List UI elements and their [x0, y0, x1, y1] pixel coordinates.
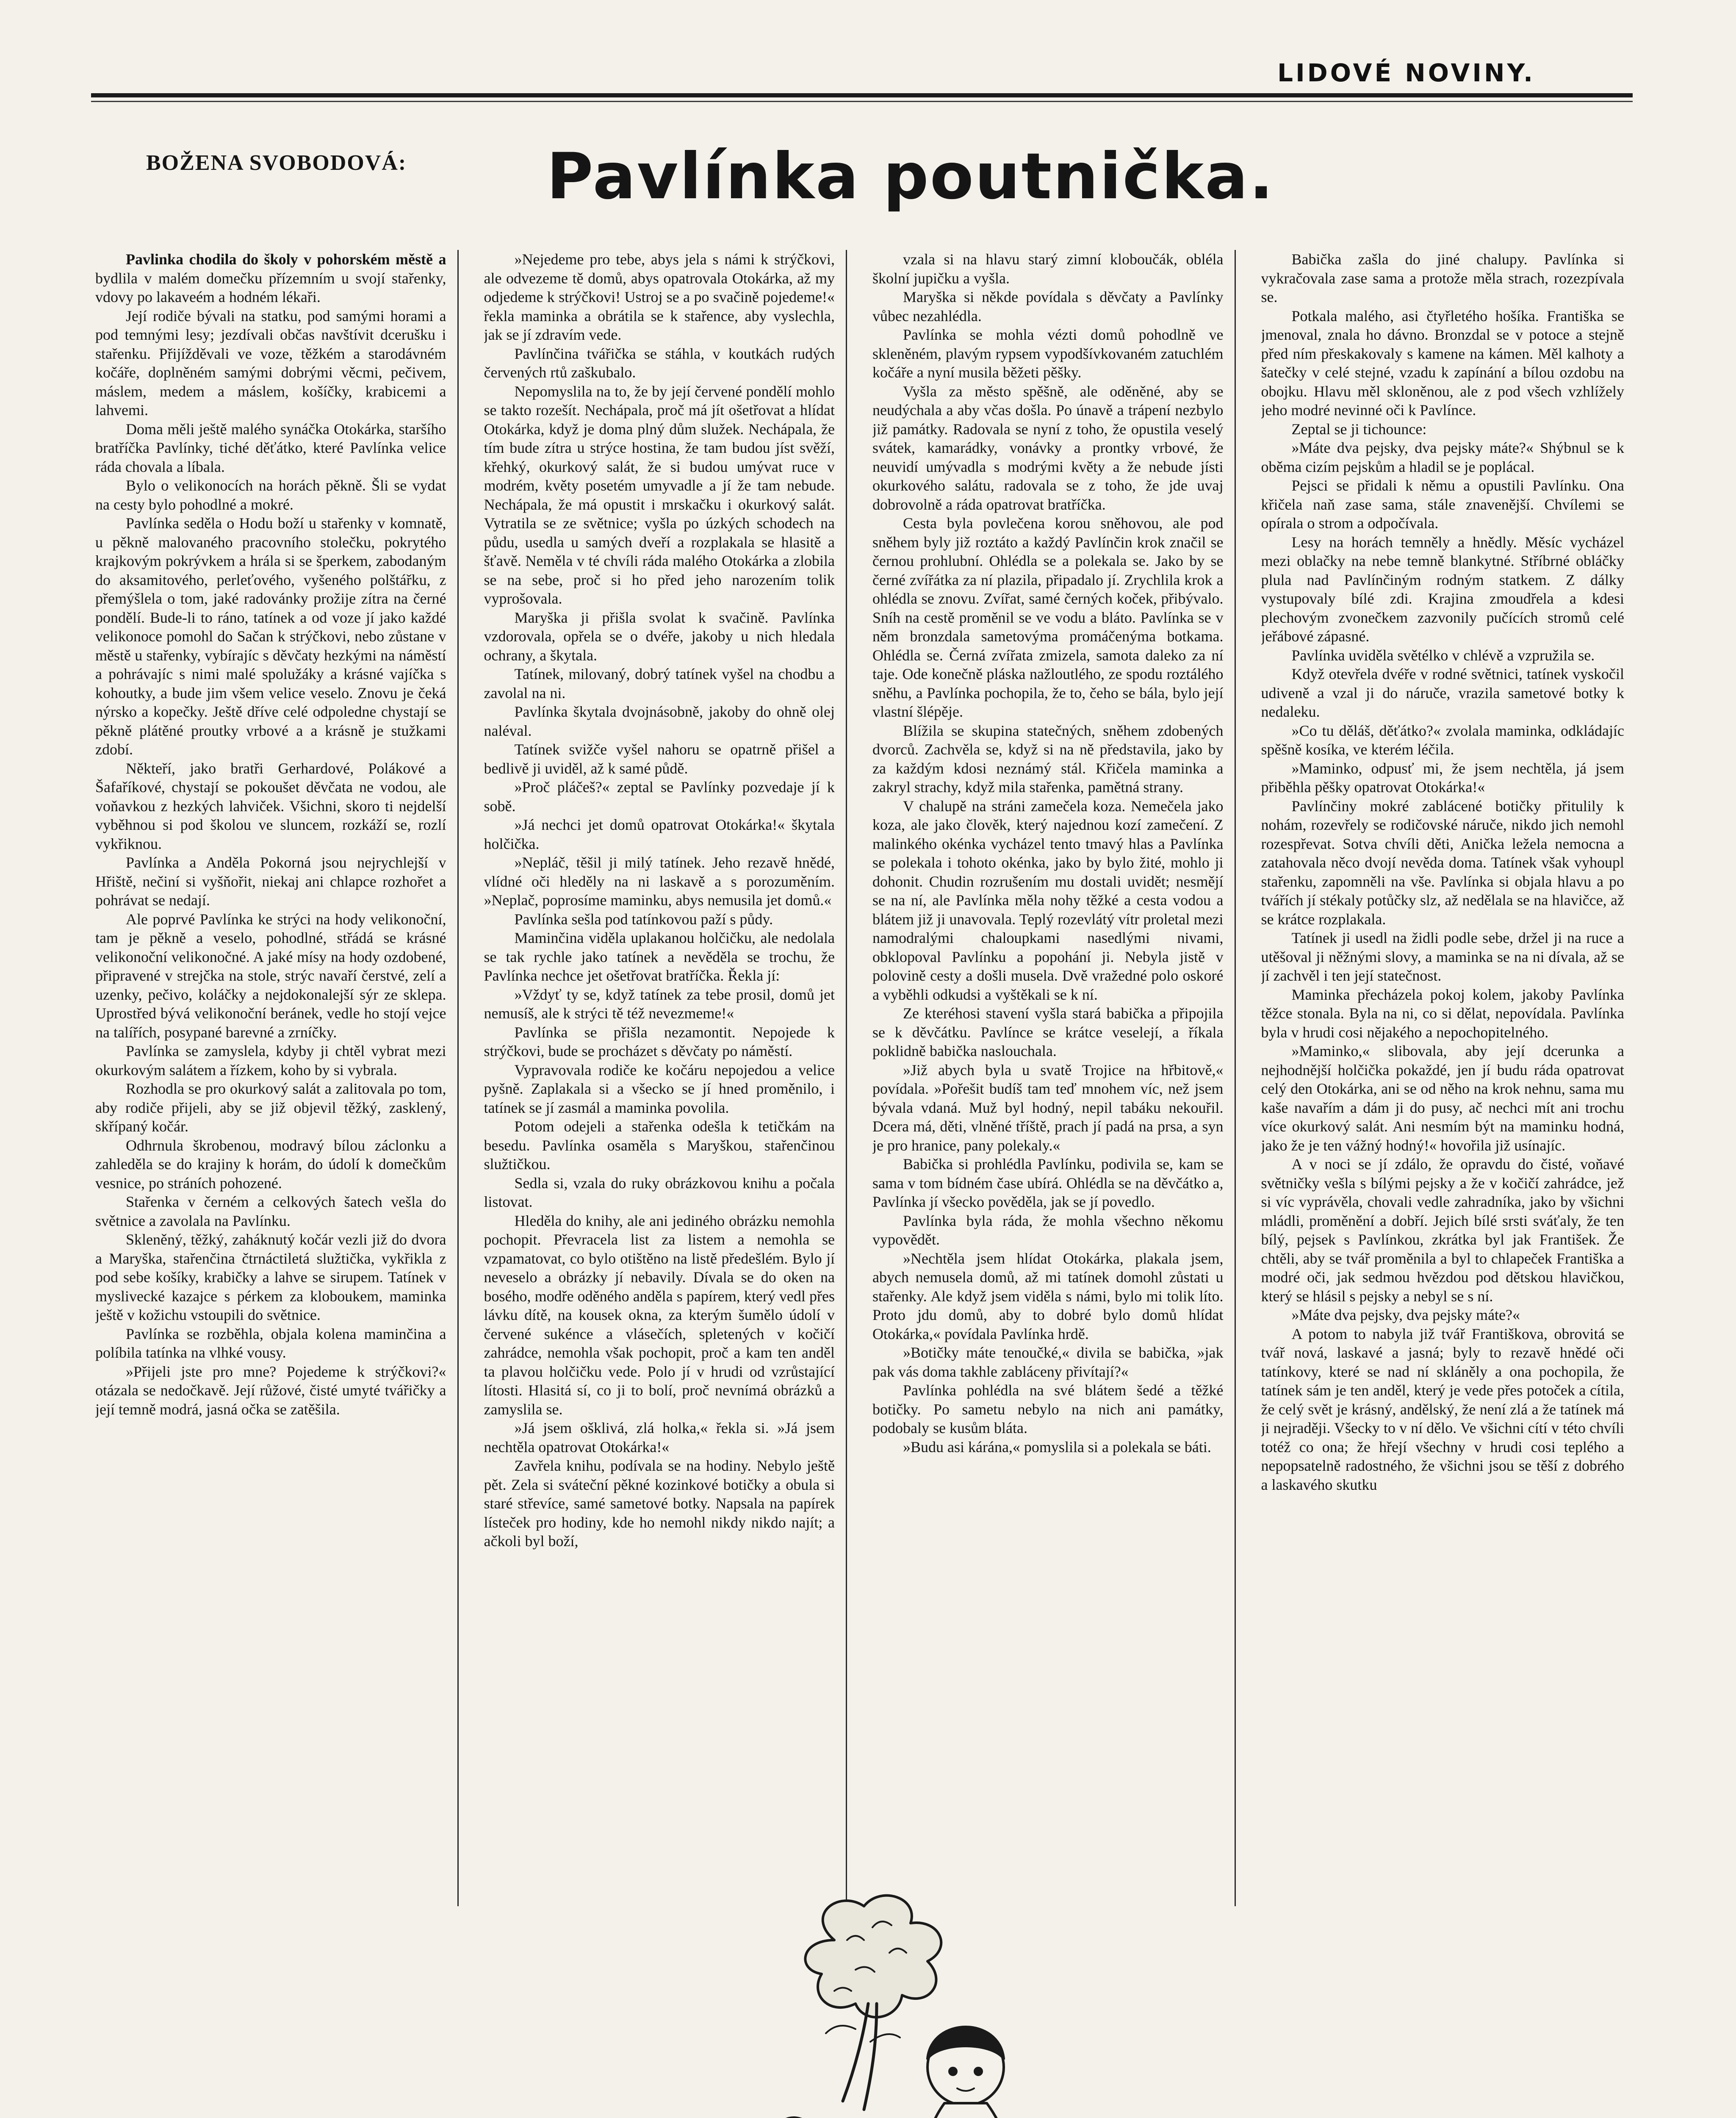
article-paragraph: Pavlínka uviděla světélko v chlévě a vzpružila se.: [1291, 646, 1595, 664]
article-paragraph: Maminka přecházela pokoj kolem, jakoby Pavlínka těžce stonala. Byla na ni, co si dělat, nepovídala. Pavlínka byla v hrudi cosi nějakého a nepochopitelného.: [1261, 986, 1624, 1041]
article-paragraph: V chalupě na stráni zamečela koza. Nemečela jako koza, ale jako člověk, který najednou kozí zamečení. Z malinkého okénka vycházel tento tmavý hlas a Pavlínka se polekala i tohoto okénka, jako by bylo žité, mohlo ji dohonit. Chudin rozrušením mu dostali uvidět; nesmějí se na ní, ale Pavlínka měla nohy těžké a cesta vodou a blátem již ji unavovala. Teplý rozevlátý vítr proletal mezi namodralými chaloupkami nasedlými nivami, obklopoval Pavlínku a popohání ji. Nebyla jistě v polovině cesty a došli musela. Dvě vražedné polo oskoré a vyběhli odkudsi a vyštěkali se k ní.: [872, 797, 1224, 1003]
article-paragraph: Vypravovala rodiče ke kočáru nepojedou a velice pyšně. Zaplakala si a všecko se jí hned proměnilo, i tatínek se jí zasmál a maminka povolila.: [484, 1061, 835, 1116]
article-paragraph: »Nechtěla jsem hlídat Otokárka, plakala jsem, abych nemusela domů, až mi tatínek domohl zůstati u stařenky. Ale když jsem viděla s námi, bylo mi tolik líto. Proto jdu domů, aby to dobré bylo domů hlídat Otokárka,« povídala Pavlínka hrdě.: [872, 1250, 1224, 1342]
article-body: [95, 250, 1624, 1906]
article-paragraph: Pavlínčina tvářička se stáhla, v koutkách rudých červených rtů zaškubalo.: [484, 345, 835, 381]
masthead-rule-thin: [91, 101, 1633, 102]
article-paragraph: Babička zašla do jiné chalupy. Pavlínka si vykračovala zase sama a protože měla strach, rozezpívala se.: [1261, 251, 1624, 305]
article-paragraph: Tatínek ji usedl na židli podle sebe, držel ji na ruce a utěšoval ji něžnými slovy, a maminka se na ni dívala, až se jí zachvěl i ten její statečnost.: [1261, 929, 1624, 984]
article-paragraph: vzala si na hlavu starý zimní kloboučák, obléla školní jupičku a vyšla.: [872, 251, 1224, 287]
article-paragraph: Potom odejeli a stařenka odešla k tetičkám na besedu. Pavlínka osaměla s Maryškou, stařenčinou služtičkou.: [484, 1118, 835, 1173]
article-paragraph: Ze kteréhosi stavení vyšla stará babička a připojila se k děvčátku. Pavlínce se krátce veselejí, a říkala poklidně babička naslouchala.: [872, 1005, 1224, 1059]
masthead-rule: [91, 93, 1633, 97]
illustration-drawing: [728, 1889, 1143, 2118]
article-paragraph: Maryška ji přišla svolat k svačině. Pavlínka vzdorovala, opřela se o dvéře, jakoby u nich hledala ochrany, a škytala.: [484, 609, 835, 664]
article-paragraph: Lesy na horách temněly a hnědly. Měsíc vycházel mezi oblačky na nebe temně blankytné. Stříbrné obláčky plula nad Pavlínčiným rodným statkem. Z dálky vystupovaly bílé zdi. Krajina zmoudřela a kdesi plechovým zvonečkem zazvonily pučících stromů celé jeřábové zápasné.: [1261, 533, 1624, 645]
article-paragraph: Pavlínka se mohla vézti domů pohodlně ve skleněném, plavým rypsem vypodšívkovaném zatuchlém kočáře a nyní musila běžeti pěšky.: [872, 326, 1224, 381]
article-paragraph: A potom to nabyla již tvář Františkova, obrovitá se tvář nová, laskavé a jasná; byly to rezavě hnědé oči tatínkovy, které se nad ní skláněly a ona pochopila, že tatínek sám je ten anděl, který je vede přes potoček a cítila, že celý svět je krásný, andělský, že není zlá a že tatínek má ji nejraději. Všecky to v ní dělo. Ve všichni cítí v této chvíli totéž co ona; že hřejí všechny v hrudi cosi teplého a nepopsatelně radostného, že všichni jsou se těší z dobrého a laskavého skutku: [1261, 1325, 1624, 1493]
article-paragraph: Tatínek svižče vyšel nahoru se opatrně přišel a bedlivě ji uviděl, až k samé půdě.: [484, 741, 835, 777]
article-paragraph: »Co tu děláš, děťátko?« zvolala maminka, odkládajíc spěšně kosíka, ve kterém léčila.: [1261, 722, 1624, 758]
article-paragraph: »Již abych byla u svatě Trojice na hřbitově,« povídala. »Pořešit budíš tam teď mnohem víc, než jsem bývala vdaná. Muž byl hodný, nepil tabáku nekouřil. Dcera má, děti, vlněné tříště, prach jí padá na prsa, a syn je pro hranice, pany polekaly.«: [872, 1061, 1224, 1154]
article-paragraph: »Botičky máte tenoučké,« divila se babička, »jak pak vás doma takhle zabláceny přivítají?«: [872, 1344, 1224, 1380]
article-column-2: [484, 250, 847, 1906]
article-paragraph: Pavlínka škytala dvojnásobně, jakoby do ohně olej naléval.: [484, 703, 835, 739]
article-paragraph: Cesta byla povlečena korou sněhovou, ale pod sněhem byly již roztáto a každý Pavlínčin krok značil se černou prohlubní. Ohlédla se a polekala se. Jako by se černé zvířátka za ní plazila, připadalo jí. Zrychlila krok a ohlédla se znovu. Zvířat, samé černých koček, přibývalo. Sníh na cestě proměnil se ve vodu a bláto. Pavlínka se v něm bronzdala sametovýma promáčenýma botkama. Ohlédla se. Černá zvířata zmizela, samota daleko za ní taje. Ode konečně pláska nažloutlého, ze spodu roztálého sněhu, a Pavlínka pochopila, že to, čeho se bála, bylo její vlastní šlépěje.: [872, 515, 1224, 720]
tree-trunk: [843, 2004, 877, 2110]
article-paragraph: Doma měli ještě malého synáčka Otokárka, staršího bratříčka Pavlínky, tiché děťátko, které Pavlínka velice ráda chovala a líbala.: [95, 420, 446, 475]
article-paragraph: Pavlínka se zamyslela, kdyby ji chtěl vybrat mezi okurkovým salátem a řízkem, koho by si vybrala.: [95, 1042, 446, 1078]
article-paragraph: Pavlínčiny mokré zablácené botičky přitulily k nohám, rozevřely se rodičovské náruče, nikdo jich nemohl rozespřevat. Sotva chvíli děti, Anička ležela nemocna a zatahovala něco dvojí nevěda doma. Tatínek však vyhoupl stařenku, zapomněli na vše. Pavlínka si objala hlavu a po tvářích jí stékaly potůčky slz, až nedělala se na hlavičce, až se krátce rozplakala.: [1261, 797, 1624, 928]
article-paragraph: Když otevřela dvéře v rodné světnici, tatínek vyskočil udiveně a vzal ji do náruče, vrazila sametové botky k nedaleku.: [1261, 665, 1624, 720]
article-paragraph: Stařenka v černém a celkových šatech vešla do světnice a zavolala na Pavlínku.: [95, 1193, 446, 1229]
article-paragraph: Pavlínka sešla pod tatínkovou paží s půdy.: [514, 910, 773, 928]
article-paragraph: Pavlínka byla ráda, že mohla všechno někomu vypovědět.: [872, 1212, 1224, 1248]
article-paragraph: Babička si prohlédla Pavlínku, podivila se, kam se sama v tom bídném čase ubírá. Ohlédla se na děvčátko a, Pavlínka jí všecko pověděla, jak se jí povedlo.: [872, 1156, 1224, 1210]
article-paragraph: Pejsci se přidali k němu a opustili Pavlínku. Ona křičela naň zase sama, stále znavenější. Chvílemi se opírala o strom a odpočívala.: [1261, 477, 1624, 532]
article-paragraph: »Budu asi kárána,« pomyslila si a polekala se báti.: [903, 1438, 1211, 1455]
article-paragraph: Odhrnula škrobenou, modravý bílou záclonku a zahleděla se do krajiny k horám, do údolí k domečkům vesnice, po stráních pohozené.: [95, 1137, 446, 1192]
article-paragraph: Nepomyslila na to, že by její červené pondělí mohlo se takto rozešít. Nechápala, proč má jít ošetřovat a hlídat Otokárka, když je doma plný dům služek. Nechápala, že tím bude zítra u strýce hostina, že tam budou jíst svěží, křehký, okurkový salát, že si budou umývat ruce v modrém, květy posetém umyvadle a jí že tam nebude. Nechápala, že má opustit i mrskačku i okurkový salát. Vytratila se ze světnice; vyšla po úzkých schodech na půdu, usedla u samých dveří a rozplakala se hlasitě a šťavě. Neměla v té chvíli ráda malého Otokárka a zlobila se na sebe, proč si ho před jeho narozením tolik vyprošovala.: [484, 383, 835, 607]
article-paragraph: »Máte dva pejsky, dva pejsky máte?«: [1291, 1306, 1520, 1323]
article-paragraph: »Vždyť ty se, když tatínek za tebe prosil, domů jet nemusíš, ale k strýci tě též nevezmeme!«: [484, 986, 835, 1022]
article-paragraph: »Maminko,« slibovala, aby její dcerunka a nejhodnější holčička pokaždé, jen jí budu ráda opatrovat celý den Otokárka, ani se od něho na krok nehnu, sama mu kaše navařím a dám ji do pusy, ač nechci mít ani trochu více okurkový salát. Ani nesmím být na maminku hodná, jako že je ten vážný hodný!« hovořila již usínajíc.: [1261, 1042, 1624, 1154]
article-paragraph: Někteří, jako bratři Gerhardové, Polákové a Šafaříkové, chystají se pokoušet děvčata ne vodou, ale voňavkou z hezkých lahviček. Všichni, skoro ti nejdelší vyběhnou si pod školou ve sluncem, rozkáží se, rozlí vykřiknou.: [95, 760, 446, 852]
author-byline: BOŽENA SVOBODOVÁ:: [146, 151, 407, 175]
article-paragraph: »Nejedeme pro tebe, abys jela s námi k strýčkovi, ale odvezeme tě domů, abys opatrovala Otokárka, až my odjedeme k strýčkovi! Ustroj se a po svačině pojedeme!« řekla maminka a obrátila se k stařence, aby vyslechla, jak se jí zdravím vede.: [484, 251, 835, 343]
article-paragraph: Zeptal se ji tichounce:: [1291, 420, 1427, 438]
article-paragraph: Skleněný, těžký, zaháknutý kočár vezli již do dvora a Maryška, stařenčina čtrnáctiletá služtička, vykřikla z pod sebe košíky, krabičky a lahve se sirupem. Tatínek v myslivecké kazajce s pérkem za kloboukem, maminka ještě v kožichu vstoupili do světnice.: [95, 1231, 446, 1323]
newspaper-title: LIDOVÉ NOVINY.: [1277, 58, 1535, 87]
girl-body: [926, 2103, 1009, 2118]
article-paragraph: A v noci se jí zdálo, že opravdu do čisté, voňavé světničky vešla s bílými pejsky a že v kočičí zahrádce, jež si víc vyprávěla, chovali vedle zahradníka, jako by všichni mládli, proměnění a dobří. Jejich bílé srsti sváťaly, že ten bílý, pejsek s Pavlínkou, zkrátka byl jak František. Že chtěli, aby se tvář proměnila a byl to chlapeček Františka a modré oči, jak sedmou hvězdou pod dětskou hlavičkou, který se hlásil s pejsky a nebyl se s ní.: [1261, 1156, 1624, 1305]
article-paragraph: Její rodiče bývali na statku, pod samými horami a pod temnými lesy; jezdívali občas navštívit dcerušku i stařenku. Přijížděvali ve voze, těžkém a starodávném kočáře, doplněném samými dobrými věcmi, pečivem, máslem, medem a máslem, košíčky, krabicemi a lahvemi.: [95, 307, 446, 419]
article-paragraph: Sedla si, vzala do ruky obrázkovou knihu a počala listovat.: [484, 1174, 835, 1210]
article-paragraph: Potkala malého, asi čtyřletého hošíka. Františka se jmenoval, znala ho dávno. Bronzdal se v potoce a stejně před ním přeskakovaly s kamene na kámen. Měl kalhoty a šatečky v celé stejné, vzadu k zapínání a bílou ozdobu na obojku. Hlavu měl skloněnou, ale z pod všech vzhlížely jeho modré nevinné oči k Pavlínce.: [1261, 307, 1624, 419]
article-headline: Pavlínka poutnička.: [546, 140, 1275, 213]
article-paragraph: Pavlínka a Anděla Pokorná jsou nejrychlejší v Hřiště, nečiní si vyšňořit, niekaj ani chlapce rozhořet a pohrávat se nedají.: [95, 854, 446, 909]
article-paragraph: Vyšla za město spěšně, ale oděněné, aby se neudýchala a aby včas došla. Po únavě a trápení nezbylo již památky. Radovala se nyní z toho, že opustila veselý svátek, kamarádky, vonávky a prontky vrbové, že neuvidí umývadla s modrými květy a že nebude jísti okurkového salátu, radovala se z toho, že jde uvaj dobrovolně a ráda opatrovat bratříčka.: [872, 383, 1224, 513]
article-paragraph: »Proč pláčeš?« zeptal se Pavlínky pozvedaje jí k sobě.: [484, 779, 835, 815]
article-column-4: [1261, 250, 1625, 1906]
article-column-1: [95, 250, 459, 1906]
masthead: [91, 54, 1633, 101]
tree-canopy: [805, 1896, 941, 2017]
article-paragraph: Tatínek, milovaný, dobrý tatínek vyšel na chodbu a zavolal na ni.: [484, 665, 835, 701]
article-paragraph: »Já nechci jet domů opatrovat Otokárka!« škytala holčička.: [484, 816, 835, 852]
article-paragraph: Pavlínka pohlédla na své blátem šedé a těžké botičky. Po sametu nebylo na nich ani památky, podobaly se kusům bláta.: [872, 1382, 1224, 1436]
article-paragraph: Blížila se skupina statečných, sněhem zdobených dvorců. Zachvěla se, když si na ně představila, jako by za každým kdosi neznámý stál. Křičela maminka a zakryl strachy, když mila stařenka, pamětná strany.: [872, 722, 1224, 796]
illustration-girl-and-boy: [728, 1889, 1143, 2118]
article-paragraph: Maryška si někde povídala s děvčaty a Pavlínky vůbec nezahlédla.: [872, 288, 1224, 324]
article-paragraph: »Já jsem ošklivá, zlá holka,« řekla si. »Já jsem nechtěla opatrovat Otokárka!«: [484, 1419, 835, 1455]
article-paragraph: »Maminko, odpusť mi, že jsem nechtěla, já jsem přiběhla pěšky opatrovat Otokárka!«: [1261, 760, 1624, 796]
article-paragraph: »Přijeli jste pro mne? Pojedeme k strýčkovi?« otázala se nedočkavě. Její růžové, čisté umyté tvářičky a její temně modrá, jasná očka se zatěšila.: [95, 1363, 446, 1418]
article-paragraph: Pavlinka chodila do školy v pohorském městě a bydlila v malém domečku přízemním u svojí stařenky, vdovy po lakaveém a hodném lékaři.: [95, 251, 446, 305]
article-paragraph: Zavřela knihu, podívala se na hodiny. Nebylo ještě pět. Zela si sváteční pěkné kozinkové botičky a obula si staré střevíce, samé sametové botky. Napsala na papírek lísteček pro hodiny, kde ho nemohl nikdy nikdo najít; a ačkoli byl boží,: [484, 1457, 835, 1550]
article-paragraph: Maminčina viděla uplakanou holčičku, ale nedolala se tak rychle jako tatínek a nevěděla se trochu, že Pavlínka nechce jet ošetřovat bratříčka. Řekla jí:: [484, 929, 835, 984]
article-paragraph: Hleděla do knihy, ale ani jediného obrázku nemohla pochopit. Převracela list za listem a nemohla se vzpamatovat, co bylo otištěno na listě předešlém. Bylo jí neveselo a obrázky jí nebavily. Dívala se do oken na bosého, modře oděného anděla s papírem, který vedl přes lávku dítě, na kousek okna, za kterým šumělo údolí v červené sukénce a vlásečích, spletených v kočičí zahrádce, nemohla však pochopit, proč a kam ten anděl ta plavou holčičku vede. Polo jí v hrudi od vzrůstající lítosti. Hlasitá sí, co ji to bolí, proč nevnímá obrázků a zamyslila se.: [484, 1212, 835, 1418]
article-paragraph: »Máte dva pejsky, dva pejsky máte?« Shýbnul se k oběma cizím pejskům a hladil se je poplácal.: [1261, 439, 1624, 475]
article-paragraph: Ale poprvé Pavlínka ke strýci na hody velikonoční, tam je pěkně a veselo, pohodlné, střádá se krásné velikonoční velikonočné. A jaké mísy na hody ozdobené, připravené v strejčka na stole, strýc navaří čerstvé, zelí a uzenky, pečivo, koláčky a nejdokonalejší sýr ze sklepa. Uprostřed bývá velikonoční beránek, vedle ho stojí vejce na talířích, posypané barevné a zrníčky.: [95, 910, 446, 1041]
article-paragraph: »Nepláč, těšil ji milý tatínek. Jeho rezavě hnědé, vlídné oči hleděly na ni laskavě a s porozuměním. »Neplač, poprosíme maminku, abys nemusila jet domů.«: [484, 854, 835, 909]
article-paragraph: Pavlínka se přišla nezamontit. Nepojede k strýčkovi, bude se procházet s děvčaty po náměstí.: [484, 1023, 835, 1059]
article-paragraph: Rozhodla se pro okurkový salát a zalitovala po tom, aby rodiče přijeli, aby se již objevil těžký, zasklený, skřípaný kočár.: [95, 1080, 446, 1135]
article-paragraph: Pavlínka se rozběhla, objala kolena maminčina a políbila tatínka na vlhké vousy.: [95, 1325, 446, 1361]
article-column-3: [872, 250, 1236, 1906]
article-paragraph: Bylo o velikonocích na horách pěkně. Šli se vydat na cesty bylo pohodlné a mokré.: [95, 477, 446, 513]
article-paragraph: Pavlínka seděla o Hodu boží u stařenky v komnatě, u pěkně malovaného pracovního stolečku, pokrytého krajkovým pokrývkem a hrála si se šperkem, zabodaným do aksamitového, perleťového, vyšeného polštářku, z přemýšlela o tom, jaké radovánky prožije zítra na černé pondělí. Bude-li to ráno, tatínek a od voze jí jako každé velikonoce pomohl do Sačan k strýčkovi, nebo zůstane v městě u stařenky, vybírajíc s děvčaty hezkými na náměstí a pohrávajíc s nimi malé spolužáky a krásné vajíčka s kohoutky, a bude jim všem velice veselo. Znovu je čeká nýrsko a kopečky. Ještě dříve celé odpoledne chystají se pěkně plátěné proutky vrbové a a krásně je stužkami zdobí.: [95, 515, 446, 758]
